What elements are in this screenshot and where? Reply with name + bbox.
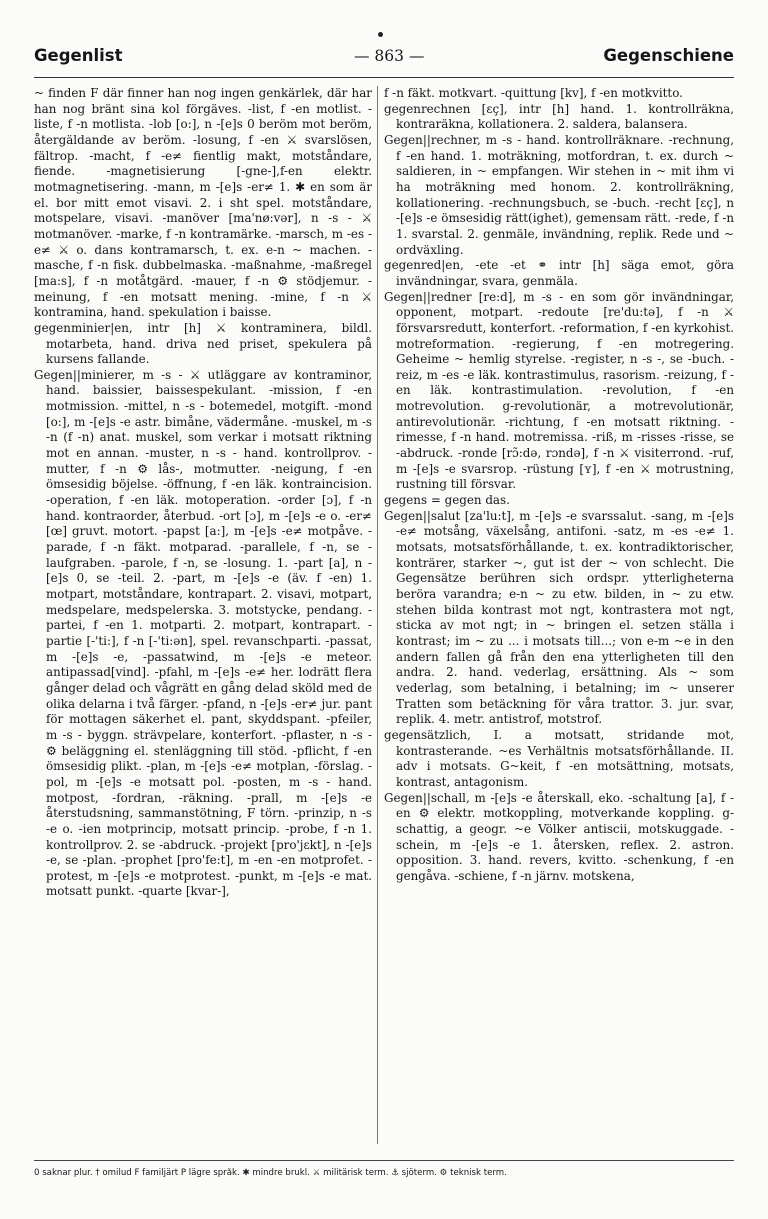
dictionary-entry: Gegen||minierer, m -s - ⚔ utläggare av kontraminor, hand. baissier, baissespekulant. -mission, f -en motmission. -mittel, n -s - botemedel, motgift. -mond [o:], m -[e]s -e astr. bimåne, vädermåne. -muskel, m -s -n (f -n) anat. muskel, som verkar i motsatt riktning mot en annan. -muster, n -s - hand. kontrollprov. -mutter, f -n ⚙ lås-, motmutter. -neigung, f -en ömsesidig böjelse. -öffnung, f -en läk. kontraincision. -operation, f -en läk. motoperation. -order [ɔ], f -n hand. kontraorder, återbud. -ort [ɔ], m -[e]s -e o. -er≠ [œ] gruvt. motort. -papst [a:], m -[e]s -e≠ motpåve. -parade, f -n fäkt. motparad. -parallele, f -n, se -laufgraben. -parole, f -n, se -losung. 1. -part [a], n -[e]s 0, se -teil. 2. -part, m -[e]s -e (äv. f -en) 1. motpart, motståndare, kontrapart. 2. visavi, motpart, medspelare, medspelerska. 3. motstycke, pendang. -partei, f -en 1. motparti. 2. motpart, kontrapart. -partie [-'ti:], f -n [-'ti:ən], spel. revanschparti. -passat, m -[e]s -e, -passatwind, m -[e]s -e meteor. antipassad[vind]. -pfahl, m -[e]s -e≠ her. lodrätt flera gånger delad och vågrätt en gång delad sköld med de olika delarna i två färger. -pfand, n -[e]s -er≠ jur. pant för mottagen säkerhet el. pant, skyddspant. -pfeiler, m -s - byggn. strävpelare, konterfort. -pflaster, n -s - ⚙ beläggning el. stenläggning till stöd. -pflicht, f -en ömsesidig plikt. -plan, m -[e]s -e≠ motplan, -förslag. -pol, m -[e]s -e motsatt pol. -posten, m -s - hand. motpost, -fordran, -räkning. -prall, m -[e]s -e återstudsning, sammanstötning, F törn. -prinzip, n -s -e o. -ien motprincip, motsatt princip. -probe, f -n 1. kontrollprov. 2. se -abdruck. -projekt [pro'jɛkt], n -[e]s -e, se -plan. -prophet [pro'fe:t], m -en -en motprofet. -protest, m -[e]s -e motprotest. -punkt, m -[e]s -e mat. motsatt punkt. -quarte [kvar-], xyxy=(34,367,372,899)
dictionary-entry: ~ finden F där finner han nog ingen genkärlek, där har han nog bränt sina kol förgäves. -list, f -en motlist. -liste, f -n motlista. -lob [o:], n -[e]s 0 beröm mot beröm, återgäldande av beröm. -losung, f -en ⚔ svarslösen, fältrop. -macht, f -e≠ fientlig makt, motståndare, fiende. -magnetisierung [-gne-],f-en elektr. motmagnetisering. -mann, m -[e]s -er≠ 1. ✱ en som är el. bor mitt emot visavi. 2. i sht spel. motståndare, motspelare, visavi. -manöver [ma'nø:vər], n -s - ⚔ motmanöver. -marke, f -n kontramärke. -marsch, m -es -e≠ ⚔ o. dans kontramarsch, t. ex. e-n ~ machen. -masche, f -n fisk. dubbelmaska. -maßnahme, -maßregel [ma:s], f -n motåtgärd. -mauer, f -n ⚙ stödjemur. -meinung, f -en motsatt mening. -mine, f -n ⚔ kontramina, hand. spekulation i baisse. xyxy=(34,86,372,320)
dictionary-entry: Gegen||rechner, m -s - hand. kontrollräknare. -rechnung, f -en hand. 1. moträkning, motfordran, t. ex. durch ~ saldieren, in ~ empfangen. Wir stehen in ~ mit ihm vi ha moträkning med honom. 2. kontrollräkning, kollationering. -rechnungsbuch, se -buch. -recht [ɛç], n -[e]s -e ömsesidig rätt(ighet), gemensam rätt. -rede, f -n 1. svarstal. 2. genmäle, invändning, replik. Rede und ~ ordväxling. xyxy=(384,132,734,257)
footer-rule xyxy=(34,1160,734,1161)
page-number: — 863 — xyxy=(354,47,425,65)
right-column xyxy=(384,86,734,1146)
left-column xyxy=(34,86,372,1146)
header-left-guideword: Gegenlist xyxy=(34,46,123,65)
column-divider xyxy=(377,86,378,1144)
dictionary-entry: Gegen||redner [re:d], m -s - en som gör invändningar, opponent, motpart. -redoute [re'du:tə], f -n ⚔ försvarsredutt, konterfort. -reformation, f -en kyrkohist. motreformation. -regierung, f -en motregering. Geheime ~ hemlig styrelse. -register, n -s -, se -buch. -reiz, m -es -e läk. kontrastimulus, rasorism. -reizung, f -en läk. kontrastimulation. -revolution, f -en motrevolution. g-revolutionär, a motrevolutionär, antirevolutionär. -richtung, f -en motsatt riktning. -rimesse, f -n hand. motremissa. -riß, m -risses -risse, se -abdruck. -ronde [rɔ̃:də, rɔndə], f -n ⚔ visiterrond. -ruf, m -[e]s -e svarsrop. -rüstung [ʏ], f -en ⚔ motrustning, rustning till försvar. xyxy=(384,289,734,492)
header-rule xyxy=(34,77,734,78)
header-right-guideword: Gegenschiene xyxy=(603,46,734,65)
dictionary-entry: Gegen||salut [za'lu:t], m -[e]s -e svarssalut. -sang, m -[e]s -e≠ motsång, växelsång, antifoni. -satz, m -es -e≠ 1. motsats, motsatsförhållande, t. ex. kontradiktorischer, konträrer, starker ~, gut ist der ~ von schlecht. Die Gegensätze berühren sich ordspr. ytterligheterna beröra varandra; e-n ~ zu etw. bilden, in ~ zu etw. stehen bilda kontrast mot ngt, kontrastera mot ngt, sticka av mot ngt; in ~ bringen el. setzen ställa i kontrast; im ~ zu ... i motsats till...; von e-m ~e in den andern fallen gå från den ena ytterligheten till den andra. 2. hand. vederlag, ersättning. Als ~ som vederlag, som betalning, i betalning; im ~ unserer Tratten som betäckning för våra trattor. 3. jur. svar, replik. 4. metr. antistrof, motstrof. xyxy=(384,508,734,727)
dictionary-entry: gegenminier|en, intr [h] ⚔ kontraminera, bildl. motarbeta, hand. driva ned priset, spekulera på kursens fallande. xyxy=(34,320,372,367)
page-header xyxy=(34,46,734,72)
abbreviation-legend: 0 saknar plur. † omilud F familjärt P lägre språk. ✱ mindre brukl. ⚔ militärisk term. ⚓ sjöterm. ⚙ teknisk term. xyxy=(34,1168,507,1178)
dictionary-entry: f -n fäkt. motkvart. -quittung [kv], f -en motkvitto. xyxy=(384,86,683,100)
page-mark-dot xyxy=(378,32,383,37)
dictionary-entry: Gegen||schall, m -[e]s -e återskall, eko. -schaltung [a], f -en ⚙ elektr. motkoppling, motverkande koppling. g-schattig, a geogr. ~e Völker antiscii, motskuggade. -schein, m -[e]s -e 1. återsken, reflex. 2. astron. opposition. 3. hand. revers, kvitto. -schenkung, f -en gengåva. -schiene, f -n järnv. motskena, xyxy=(384,790,734,883)
dictionary-entry: gegenrechnen [ɛç], intr [h] hand. 1. kontrollräkna, kontraräkna, kollationera. 2. saldera, balansera. xyxy=(384,101,734,132)
dictionary-entry: gegensätzlich, I. a motsatt, stridande mot, kontrasterande. ~es Verhältnis motsatsförhållande. II. adv i motsats. G~keit, f -en motsättning, motsats, kontrast, antagonism. xyxy=(384,727,734,789)
dictionary-entry: gegenred|en, -ete -et ⚭ intr [h] säga emot, göra invändningar, svara, genmäla. xyxy=(384,258,734,288)
dictionary-entry: gegens = gegen das. xyxy=(384,493,510,508)
